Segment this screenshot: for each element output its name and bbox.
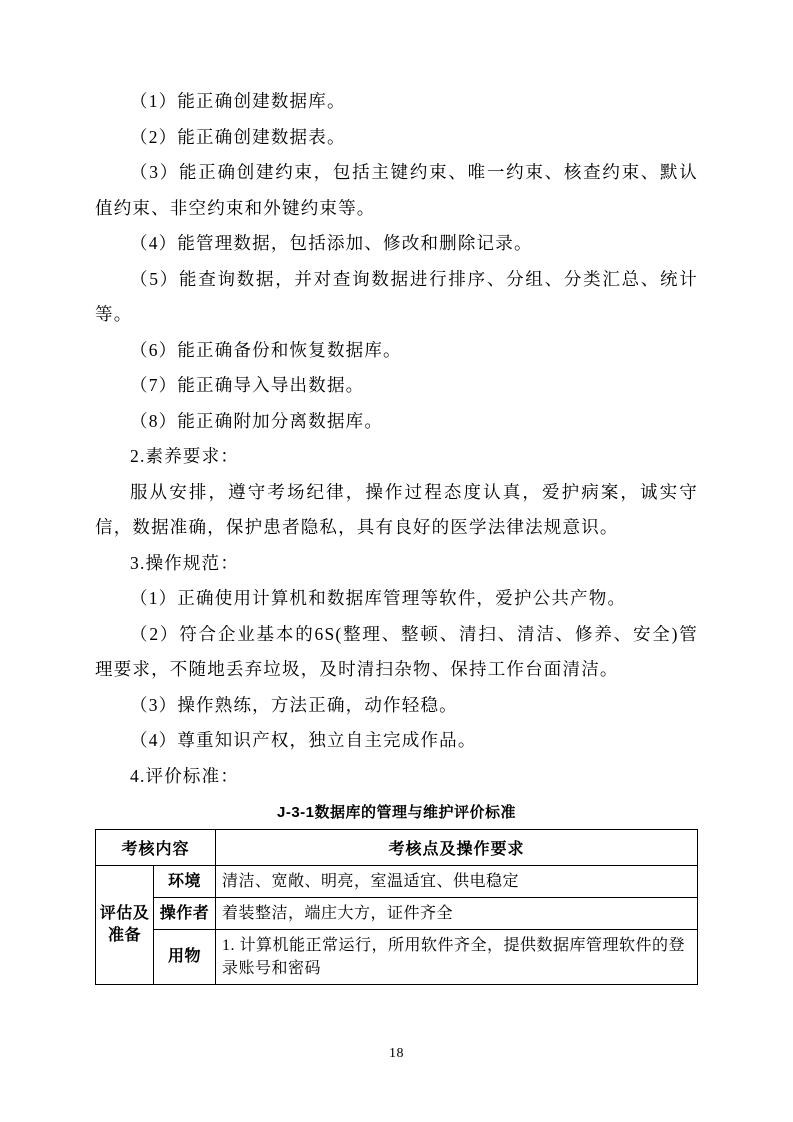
evaluation-table xyxy=(95,829,698,985)
row-label-operator: 操作者 xyxy=(154,898,216,930)
paragraph-heading-quality: 2.素养要求： xyxy=(130,446,240,466)
paragraph-operation-3: （3）操作熟练，方法正确，动作轻稳。 xyxy=(130,694,458,715)
row-group-label: 评估及准备 xyxy=(96,866,154,985)
row-content-materials: 1. 计算机能正常运行，所用软件齐全，提供数据库管理软件的登录账号和密码 xyxy=(216,930,698,985)
row-label-materials: 用物 xyxy=(154,930,216,985)
table-header-assessment-points: 考核点及操作要求 xyxy=(216,830,698,866)
paragraph-operation-2: （2）符合企业基本的6S(整理、整顿、清扫、清洁、修养、安全)管理要求，不随地丢弃垃圾，及时清扫杂物、保持工作台面清洁。 xyxy=(95,623,698,679)
paragraph-item-5: （5）能查询数据，并对查询数据进行排序、分组、分类汇总、统计等。 xyxy=(95,268,698,324)
paragraph-item-2: （2）能正确创建数据表。 xyxy=(130,126,346,147)
paragraph-item-4: （4）能管理数据，包括添加、修改和删除记录。 xyxy=(130,233,533,253)
paragraph-operation-1: （1）正确使用计算机和数据库管理等软件，爱护公共产物。 xyxy=(130,588,627,608)
page-number: 18 xyxy=(389,1046,404,1061)
paragraph-item-1: （1）能正确创建数据库。 xyxy=(130,91,346,111)
paragraph-item-7: （7）能正确导入导出数据。 xyxy=(130,375,365,395)
row-label-environment: 环境 xyxy=(154,866,216,898)
table-row-materials xyxy=(96,930,698,985)
paragraph-operation-4: （4）尊重知识产权，独立自主完成作品。 xyxy=(130,730,477,750)
table-header-row xyxy=(96,830,698,866)
paragraph-item-8: （8）能正确附加分离数据库。 xyxy=(130,410,384,431)
paragraph-item-3: （3）能正确创建约束，包括主键约束、唯一约束、核查约束、默认值约束、非空约束和外键约束等。 xyxy=(95,162,698,218)
table-row-environment xyxy=(96,866,698,898)
paragraph-heading-evaluation: 4.评价标准： xyxy=(130,765,240,786)
table-row-operator xyxy=(96,898,698,930)
table-caption: J-3-1数据库的管理与维护评价标准 xyxy=(276,804,517,821)
paragraph-item-6: （6）能正确备份和恢复数据库。 xyxy=(130,339,402,360)
row-content-operator: 着装整洁，端庄大方，证件齐全 xyxy=(216,898,698,930)
paragraph-quality-body: 服从安排，遵守考场纪律，操作过程态度认真，爱护病案，诚实守信，数据准确，保护患者隐私，具有良好的医学法律法规意识。 xyxy=(95,481,698,537)
table-header-assessment-content: 考核内容 xyxy=(96,830,216,866)
paragraph-heading-operation: 3.操作规范： xyxy=(130,552,240,573)
row-content-environment: 清洁、宽敞、明亮，室温适宜、供电稳定 xyxy=(216,866,698,898)
